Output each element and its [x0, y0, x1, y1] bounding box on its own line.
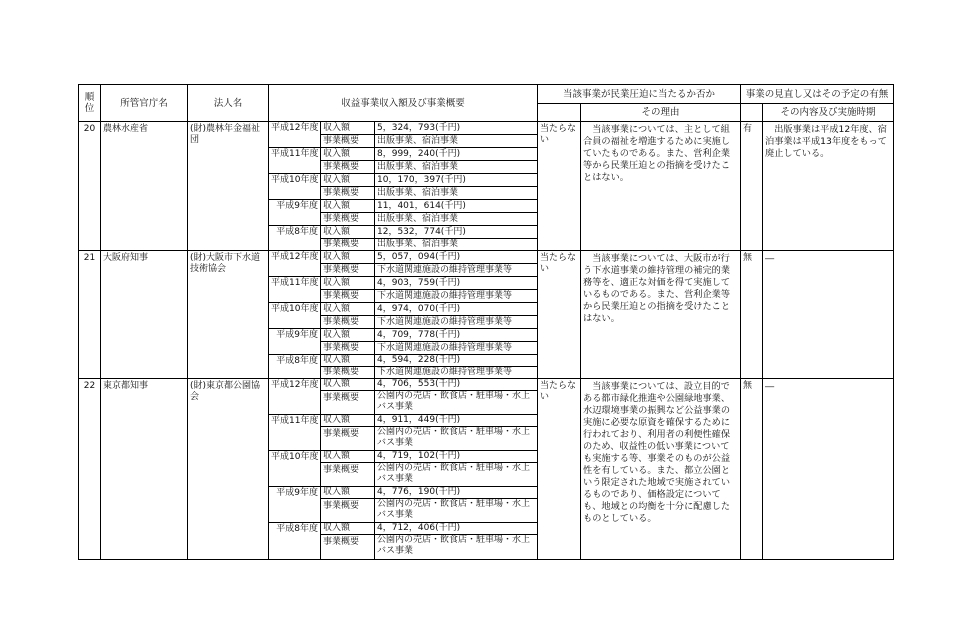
summary-value: 下水道関連施設の維持管理事業等 [375, 367, 538, 379]
year-cell: 平成10年度 [269, 451, 321, 487]
summary-value: 出版事業、宿泊事業 [375, 213, 538, 226]
header-judgement-blank [538, 104, 581, 122]
rank-cell: 21 [79, 251, 101, 379]
summary-label: 事業概要 [321, 264, 375, 277]
summary-label: 事業概要 [321, 187, 375, 200]
ministry-cell: 東京都知事 [101, 379, 188, 560]
summary-value: 下水道関連施設の維持管理事業等 [375, 290, 538, 303]
income-label: 収入額 [321, 451, 375, 463]
income-label: 収入額 [321, 379, 375, 391]
income-value: 12，532，774(千円) [375, 226, 538, 239]
year-cell: 平成12年度 [269, 379, 321, 415]
year-cell: 平成9年度 [269, 487, 321, 523]
header-pressure: 当該事業が民業圧迫に当たるか否か [538, 85, 741, 104]
rank-cell: 22 [79, 379, 101, 560]
summary-label: 事業概要 [321, 213, 375, 226]
corporation-cell: (財)東京都公園協会 [188, 379, 269, 560]
summary-label: 事業概要 [321, 535, 375, 560]
summary-label: 事業概要 [321, 135, 375, 148]
header-review: 事業の見直し又はその予定の有無 [741, 85, 894, 104]
reason-cell: 当該事業については、主として組合員の福祉を増進するために実施していたものである。また、営利企業等から民業圧迫との指摘を受けたことはない。 [581, 122, 741, 251]
income-value: 4，903，759(千円) [375, 277, 538, 290]
income-value: 8，999，240(千円) [375, 148, 538, 161]
summary-value: 出版事業、宿泊事業 [375, 161, 538, 174]
summary-label: 事業概要 [321, 316, 375, 329]
summary-label: 事業概要 [321, 239, 375, 251]
income-value: 4，712，406(千円) [375, 523, 538, 535]
income-value: 5，324，793(千円) [375, 122, 538, 135]
income-label: 収入額 [321, 226, 375, 239]
judgement-cell: 当たらない [538, 379, 581, 560]
review-detail-cell: 出版事業は平成12年度、宿泊事業は平成13年度をもって廃止している。 [763, 122, 894, 251]
header-review-flag-blank [741, 104, 763, 122]
report-table [78, 84, 894, 560]
review-flag-cell: 無 [741, 379, 763, 560]
year-cell: 平成12年度 [269, 251, 321, 277]
income-value: 4，776，190(千円) [375, 487, 538, 499]
reason-cell: 当該事業については、設立目的である都市緑化推進や公園緑地事業、水辺環境事業の振興など公益事業の実施に必要な原資を確保するために行われており、利用者の利便性確保のため、収益性の低い事業についても実施する等、事業そのものが公益性を有している。また、都立公園という限定された地域で実施されているものであり、価格設定についても、地域との均衡を十分に配慮したものとしている。 [581, 379, 741, 560]
header-review-detail: その内容及び実施時期 [763, 104, 894, 122]
summary-value: 出版事業、宿泊事業 [375, 135, 538, 148]
income-label: 収入額 [321, 122, 375, 135]
income-label: 収入額 [321, 174, 375, 187]
year-cell: 平成9年度 [269, 200, 321, 226]
header-income: 収益事業収入額及び事業概要 [269, 85, 538, 122]
review-detail-cell: ― [763, 251, 894, 379]
income-label: 収入額 [321, 355, 375, 367]
year-cell: 平成10年度 [269, 303, 321, 329]
judgement-cell: 当たらない [538, 122, 581, 251]
year-cell: 平成10年度 [269, 174, 321, 200]
income-value: 4，594，228(千円) [375, 355, 538, 367]
income-label: 収入額 [321, 329, 375, 342]
header-corporation: 法人名 [188, 85, 269, 122]
summary-value: 公園内の売店・飲食店・駐車場・水上バス事業 [375, 427, 538, 451]
review-flag-cell: 無 [741, 251, 763, 379]
judgement-cell: 当たらない [538, 251, 581, 379]
reason-cell: 当該事業については、大阪市が行う下水道事業の維持管理の補完的業務等を、適正な対価を得て実施しているものである。また、営利企業等から民業圧迫との指摘を受けたことはない。 [581, 251, 741, 379]
summary-value: 出版事業、宿泊事業 [375, 187, 538, 200]
header-reason: その理由 [581, 104, 741, 122]
summary-value: 公園内の売店・飲食店・駐車場・水上バス事業 [375, 535, 538, 560]
income-label: 収入額 [321, 303, 375, 316]
year-cell: 平成11年度 [269, 415, 321, 451]
summary-label: 事業概要 [321, 427, 375, 451]
summary-label: 事業概要 [321, 463, 375, 487]
income-label: 収入額 [321, 523, 375, 535]
rank-cell: 20 [79, 122, 101, 251]
summary-label: 事業概要 [321, 161, 375, 174]
income-value: 4，706，553(千円) [375, 379, 538, 391]
summary-label: 事業概要 [321, 342, 375, 355]
summary-value: 公園内の売店・飲食店・駐車場・水上バス事業 [375, 463, 538, 487]
income-value: 4，974，070(千円) [375, 303, 538, 316]
year-cell: 平成9年度 [269, 329, 321, 355]
summary-label: 事業概要 [321, 367, 375, 379]
income-label: 収入額 [321, 148, 375, 161]
summary-value: 下水道関連施設の維持管理事業等 [375, 264, 538, 277]
year-cell: 平成11年度 [269, 148, 321, 174]
summary-value: 下水道関連施設の維持管理事業等 [375, 342, 538, 355]
year-cell: 平成8年度 [269, 355, 321, 379]
income-value: 11，401，614(千円) [375, 200, 538, 213]
summary-label: 事業概要 [321, 499, 375, 523]
income-value: 4，719，102(千円) [375, 451, 538, 463]
income-value: 10，170，397(千円) [375, 174, 538, 187]
income-value: 4，911，449(千円) [375, 415, 538, 427]
summary-value: 下水道関連施設の維持管理事業等 [375, 316, 538, 329]
header-rank: 順位 [79, 85, 101, 122]
income-label: 収入額 [321, 415, 375, 427]
summary-label: 事業概要 [321, 290, 375, 303]
review-detail-cell: ― [763, 379, 894, 560]
ministry-cell: 農林水産省 [101, 122, 188, 251]
income-value: 5，057，094(千円) [375, 251, 538, 264]
year-cell: 平成8年度 [269, 523, 321, 560]
year-cell: 平成8年度 [269, 226, 321, 251]
summary-value: 公園内の売店・飲食店・駐車場・水上バス事業 [375, 391, 538, 415]
income-label: 収入額 [321, 487, 375, 499]
income-value: 4，709，778(千円) [375, 329, 538, 342]
year-cell: 平成12年度 [269, 122, 321, 148]
income-label: 収入額 [321, 251, 375, 264]
income-label: 収入額 [321, 277, 375, 290]
income-label: 収入額 [321, 200, 375, 213]
year-cell: 平成11年度 [269, 277, 321, 303]
summary-label: 事業概要 [321, 391, 375, 415]
summary-value: 出版事業、宿泊事業 [375, 239, 538, 251]
review-flag-cell: 有 [741, 122, 763, 251]
corporation-cell: (財)農林年金福祉団 [188, 122, 269, 251]
ministry-cell: 大阪府知事 [101, 251, 188, 379]
summary-value: 公園内の売店・飲食店・駐車場・水上バス事業 [375, 499, 538, 523]
corporation-cell: (財)大阪市下水道技術協会 [188, 251, 269, 379]
header-ministry: 所管官庁名 [101, 85, 188, 122]
